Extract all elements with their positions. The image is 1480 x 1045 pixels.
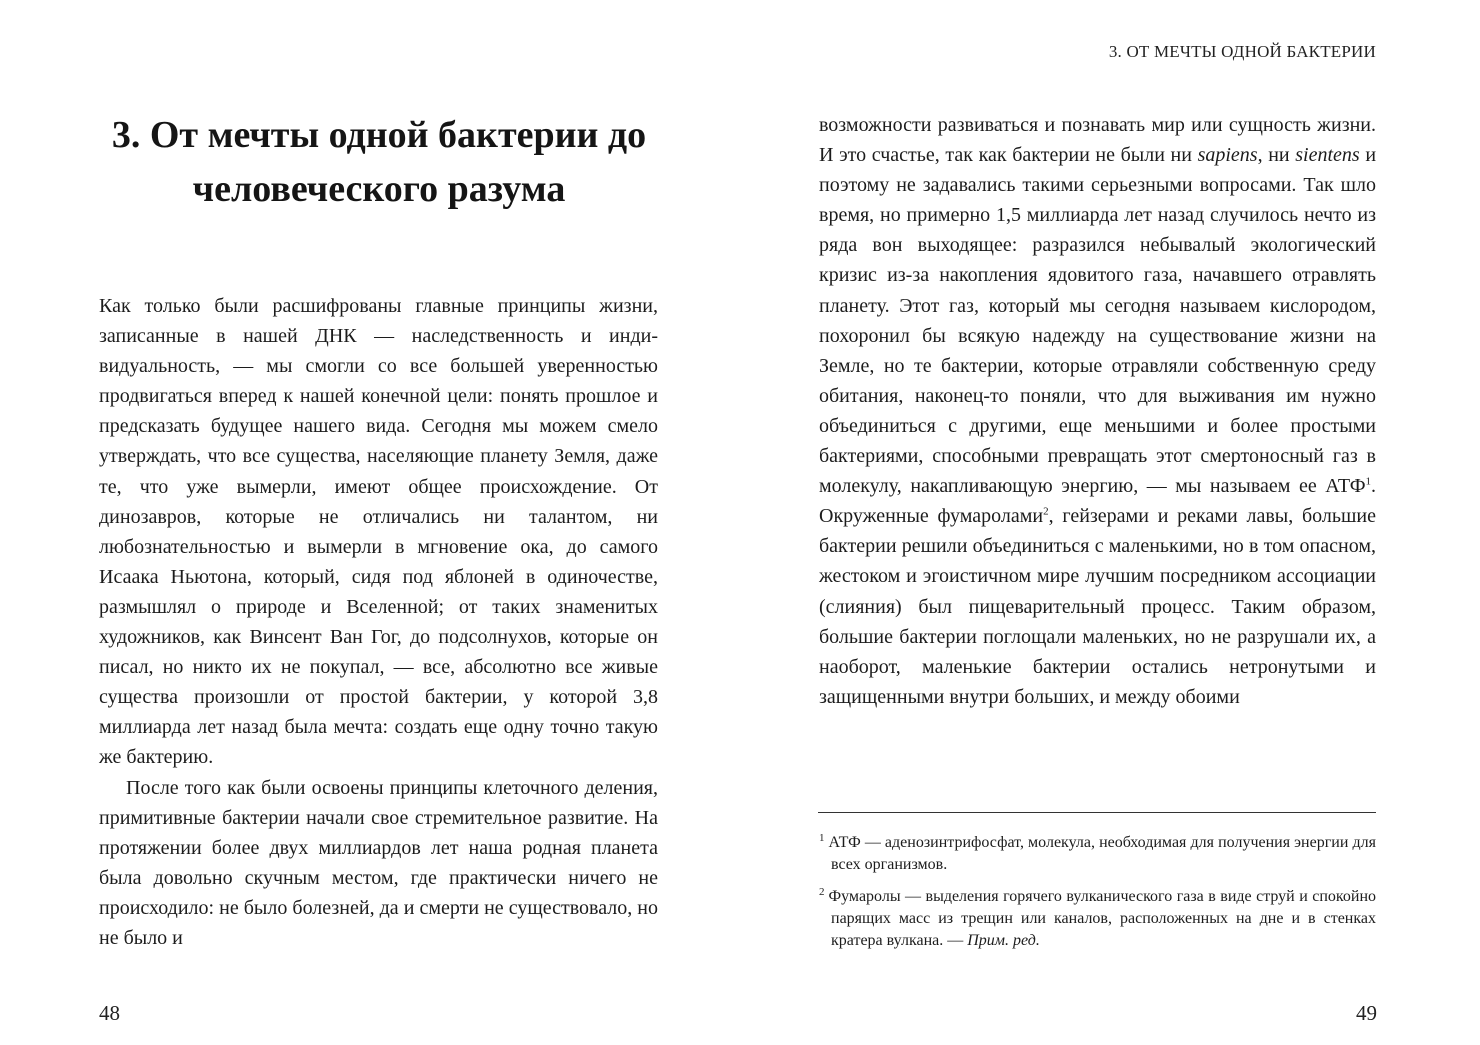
page-number: 48 <box>99 1001 120 1025</box>
left-body-text <box>99 291 658 953</box>
footnotes <box>819 832 1376 962</box>
footnote-ref[interactable]: 1 <box>1365 475 1371 488</box>
footnote <box>819 832 1376 876</box>
footnote-mark: 2 <box>819 885 825 898</box>
footnote-text: АТФ — аденозинтрифосфат, молекула, необходимая для получения энергии для всех организмов. <box>828 834 1376 873</box>
footnote-italic: Прим. ред. <box>967 932 1040 949</box>
right-body-text <box>819 110 1376 712</box>
text-run: , гейзерами и реками лавы, большие бактерии решили объединиться с маленькими, но в том опасном, жестоком и эгоистичном мире лучшим посредником ассоциации (слияния) был пищеварительный процесс. Таким образом, большие бактерии поглощали маленьких, но не разрушали их, а наоборот, маленькие бактерии остались нетронутыми и защищенными внутри больших, и между обоими <box>819 505 1376 708</box>
italic-term: sientens <box>1295 144 1360 167</box>
italic-term: sapiens <box>1197 144 1258 167</box>
page-number: 49 <box>1356 1001 1377 1025</box>
paragraph <box>819 110 1376 712</box>
footnote-divider <box>818 812 1376 813</box>
footnote-ref[interactable]: 2 <box>1043 505 1049 518</box>
footnote-text: Фумаролы — выделения горячего вулканического газа в виде струй и спокойно парящих масс из трещин или каналов, расположенных на дне и в стенках кратера вулкана. — <box>828 888 1376 949</box>
chapter-title: 3. От мечты одной бактерии до человеческого разума <box>111 114 647 210</box>
paragraph: После того как были освоены принципы клеточного деления, примитивные бактерии начали свое стремительное развитие. На протяжении более двух миллиардов лет наша родная планета была довольно скучным местом, где практически ничего не происходило: не было болезней, да и смерти не существовало, но не было и <box>99 776 658 949</box>
text-run: возможности развиваться и познавать мир или сущность жизни. И это счастье, так как бактерии не были ни <box>819 114 1376 167</box>
right-page <box>740 0 1480 1045</box>
text-run: . Окруженные фумаролами <box>819 475 1376 528</box>
text-run: , ни <box>1257 144 1296 167</box>
footnote-mark: 1 <box>819 831 825 844</box>
paragraph: Как только были расшифрованы главные принципы жизни, записанные в нашей ДНК — наследственность и индивидуальность, — мы смогли со все большей уверенностью продвигаться вперед к нашей конечной цели: понять прошлое и предсказать будущее нашего вида. Сегодня мы можем смело утверждать, что все существа, населяющие планету Земля, даже те, что уже вымерли, имеют общее происхождение. От динозавров, которые не отличались ни талантом, ни любознательностью и вымерли в мгновение ока, до самого Исаака Ньютона, который, сидя под яблоней в одиночестве, размышлял о природе и Вселенной; от таких знаменитых художников, как Винсент Ван Гог, до подсолнухов, которые он писал, но никто их не покупал, — все, абсолютно все живые существа произошли от простой бактерии, у которой 3,8 миллиарда лет назад была мечта: создать еще одну точно такую же бактерию. <box>99 295 658 769</box>
text-run: и поэтому не задавались такими серьезными вопросами. Так шло время, но примерно 1,5 миллиарда лет назад случилось нечто из ряда вон выходящее: разразился небывалый экологический кризис из-за накопления ядовитого газа, начавшего отравлять планету. Этот газ, который мы сегодня называем кислородом, похоронил бы всякую надежду на существование жизни на Земле, но те бактерии, которые отравляли собственную среду обитания, наконец-то поняли, что для выживания им нужно объединиться с другими, еще меньшими и более простыми бактериями, способными превращать этот смертоносный газ в молекулу, накапливающую энергию, — мы называем ее АТФ <box>819 144 1377 498</box>
footnote <box>819 886 1376 952</box>
running-head: 3. ОТ МЕЧТЫ ОДНОЙ БАКТЕРИИ <box>1108 42 1376 61</box>
